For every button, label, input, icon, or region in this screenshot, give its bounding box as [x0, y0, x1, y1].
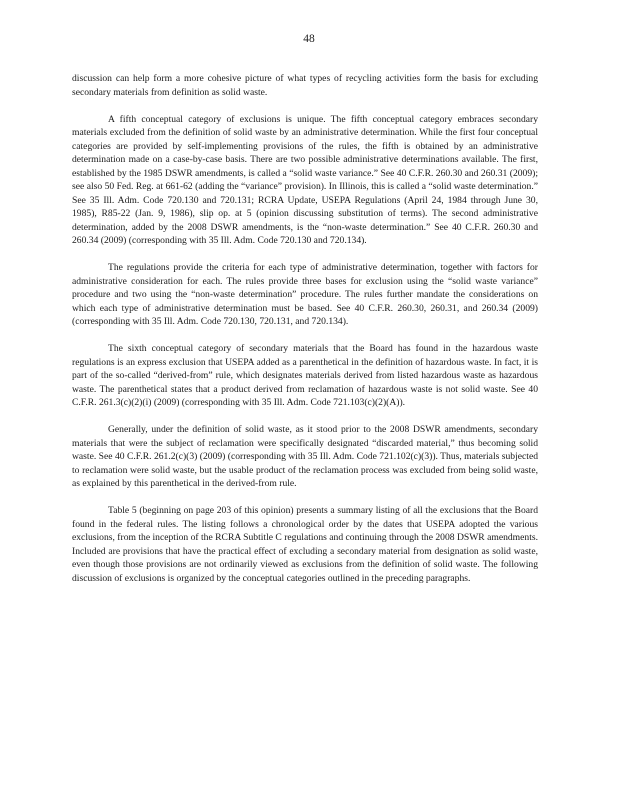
page-number: 48 — [303, 33, 315, 45]
paragraph-continuation: discussion can help form a more cohesive picture of what types of recycling activities form the basis for excluding secondary materials from definition as solid waste. — [72, 73, 538, 98]
page-body — [72, 72, 538, 599]
paragraph-regulations-criteria: The regulations provide the criteria for each type of administrative determination, together with factors for administrative consideration for each. The rules provide three bases for exclusion using the “solid waste variance” procedure and two using the “non-waste determination” procedure. The rules further mandate the considerations on which each type of administrative determination must be based. See 40 C.F.R. 260.30, 260.31, and 260.34 (2009) (corresponding with 35 Ill. Adm. Code 720.130, 720.131, and 720.134). — [72, 262, 538, 327]
paragraph-generally: Generally, under the definition of solid waste, as it stood prior to the 2008 DSWR amendments, secondary materials that were the subject of reclamation were specifically designated “discarded material,” thus becoming solid waste. See 40 C.F.R. 261.2(c)(3) (2009) (corresponding with 35 Ill. Adm. Code 721.102(c)(3)). Thus, materials subjected to reclamation were solid waste, but the usable product of the reclamation process was excluded from being solid waste, as explained by this parenthetical in the derived-from rule. — [72, 424, 538, 489]
paragraph-table-5: Table 5 (beginning on page 203 of this opinion) presents a summary listing of all the exclusions that the Board found in the federal rules. The listing follows a chronological order by the dates that USEPA adopted the various exclusions, from the inception of the RCRA Subtitle C regulations and continuing through the 2008 DSWR amendments. Included are provisions that have the practical effect of excluding a secondary material from designation as solid waste, even though those provisions are not ordinarily viewed as exclusions from the definition of solid waste. The following discussion of exclusions is organized by the conceptual categories outlined in the preceding paragraphs. — [72, 505, 538, 584]
paragraph-sixth-category: The sixth conceptual category of secondary materials that the Board has found in the hazardous waste regulations is an express exclusion that USEPA added as a parenthetical in the definition of hazardous waste. In fact, it is part of the so-called “derived-from” rule, which designates materials derived from listed hazardous waste as hazardous waste. The parenthetical states that a product derived from reclamation of hazardous waste is not solid waste. See 40 C.F.R. 261.3(c)(2)(i) (2009) (corresponding with 35 Ill. Adm. Code 721.103(c)(2)(A)). — [72, 343, 538, 408]
paragraph-fifth-category: A fifth conceptual category of exclusions is unique. The fifth conceptual category embraces secondary materials excluded from the definition of solid waste by an administrative determination. While the first four conceptual categories are provided by self-implementing provisions of the rules, the fifth is obtained by an administrative determination made on a case-by-case basis. There are two possible administrative determinations available. The first, established by the 1985 DSWR amendments, is called a “solid waste variance.” See 40 C.F.R. 260.30 and 260.31 (2009); see also 50 Fed. Reg. at 661-62 (adding the “variance” provision). In Illinois, this is called a “solid waste determination.” See 35 Ill. Adm. Code 720.130 and 720.131; RCRA Update, USEPA Regulations (April 24, 1984 through June 30, 1985), R85-22 (Jan. 9, 1986), slip op. at 5 (opinion discussing substitution of terms). The second administrative determination, added by the 2008 DSWR amendments, is the “non-waste determination.” See 40 C.F.R. 260.30 and 260.34 (2009) (corresponding with 35 Ill. Adm. Code 720.130 and 720.134). — [72, 113, 538, 246]
